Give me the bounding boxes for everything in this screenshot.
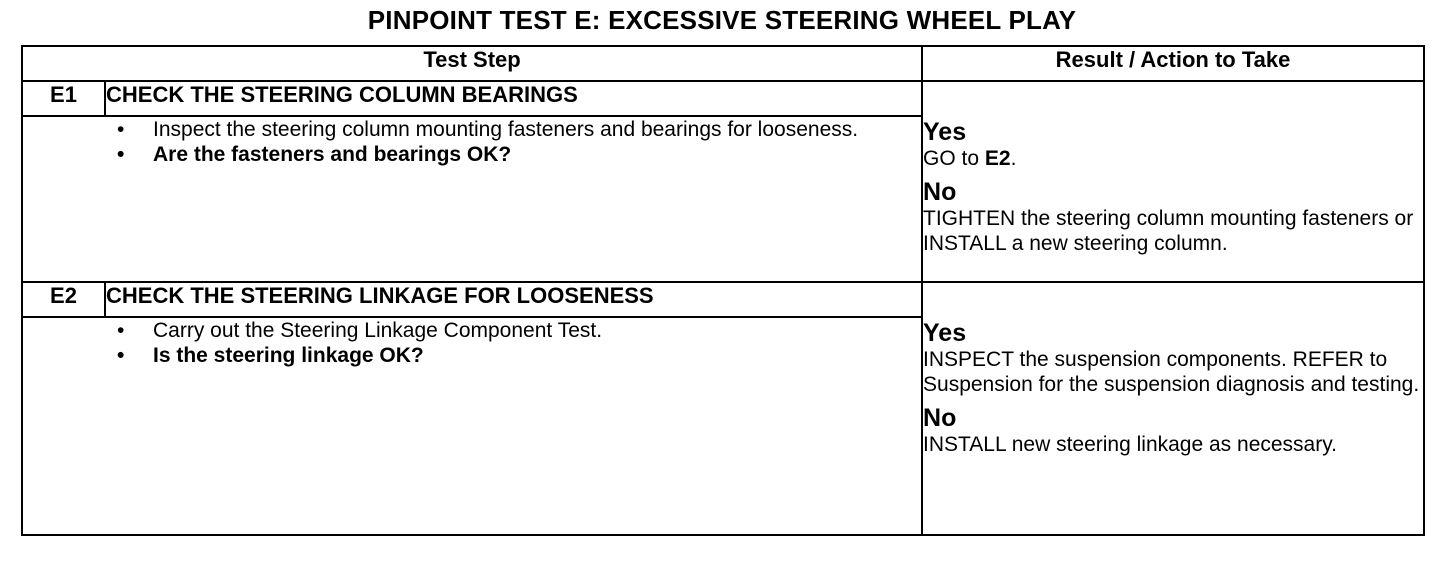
step-e2-id: E2 (22, 282, 105, 317)
step-e2-no-label: No (923, 404, 957, 432)
bullet-icon: • (117, 143, 125, 166)
step-e2-instruction (105, 318, 921, 343)
bullet-icon: • (117, 344, 125, 367)
pinpoint-test-table (21, 45, 1425, 536)
step-e1-question-text: Are the fasteners and bearings OK? (153, 143, 512, 166)
step-e2-bullet-list (105, 318, 921, 368)
step-e1-title-row (22, 81, 1424, 116)
step-e1-bullet-list (105, 117, 921, 167)
step-e2-instruction-text: Carry out the Steering Linkage Component Test. (153, 319, 603, 342)
step-e1-yes-action-prefix: GO to (923, 147, 985, 170)
step-e1-title: CHECK THE STEERING COLUMN BEARINGS (105, 81, 922, 116)
spacer (923, 171, 1423, 179)
bullet-icon: • (117, 118, 125, 141)
step-e1-question (105, 142, 921, 167)
step-e1-instruction-text: Inspect the steering column mounting fasteners and bearings for looseness. (153, 118, 859, 141)
step-e2-result (922, 282, 1424, 535)
step-e1-no-label: No (923, 178, 957, 206)
step-e2-title-row (22, 282, 1424, 317)
step-e1-yes-action (923, 146, 1423, 171)
step-e1-yes-action-suffix: . (1010, 147, 1017, 170)
step-e2-no-action: INSTALL new steering linkage as necessary. (923, 433, 1337, 456)
page-title: PINPOINT TEST E: EXCESSIVE STEERING WHEEL PLAY (367, 5, 1077, 35)
step-e1-blank-cell (22, 116, 105, 282)
step-e1-instruction (105, 117, 921, 142)
step-e1-body (105, 116, 922, 282)
step-e2-yes-label: Yes (923, 319, 967, 347)
step-e1-id: E1 (22, 81, 105, 116)
spacer (923, 397, 1423, 405)
header-result-action: Result / Action to Take (922, 46, 1424, 81)
step-e1-no-action: TIGHTEN the steering column mounting fasteners or INSTALL a new steering column. (923, 207, 1414, 255)
step-e1-result (922, 81, 1424, 282)
step-e2-title: CHECK THE STEERING LINKAGE FOR LOOSENESS (105, 282, 922, 317)
table-header-row (22, 46, 1424, 81)
step-e2-yes-action: INSPECT the suspension components. REFER to Suspension for the suspension diagnosis and testing. (923, 348, 1420, 396)
step-e2-question-text: Is the steering linkage OK? (153, 344, 424, 367)
header-test-step: Test Step (22, 46, 922, 81)
step-e2-body (105, 317, 922, 535)
bullet-icon: • (117, 319, 125, 342)
step-e2-blank-cell (22, 317, 105, 535)
step-e1-yes-ref-link: E2 (984, 147, 1011, 170)
step-e1-yes-label: Yes (923, 118, 967, 146)
step-e2-question (105, 343, 921, 368)
